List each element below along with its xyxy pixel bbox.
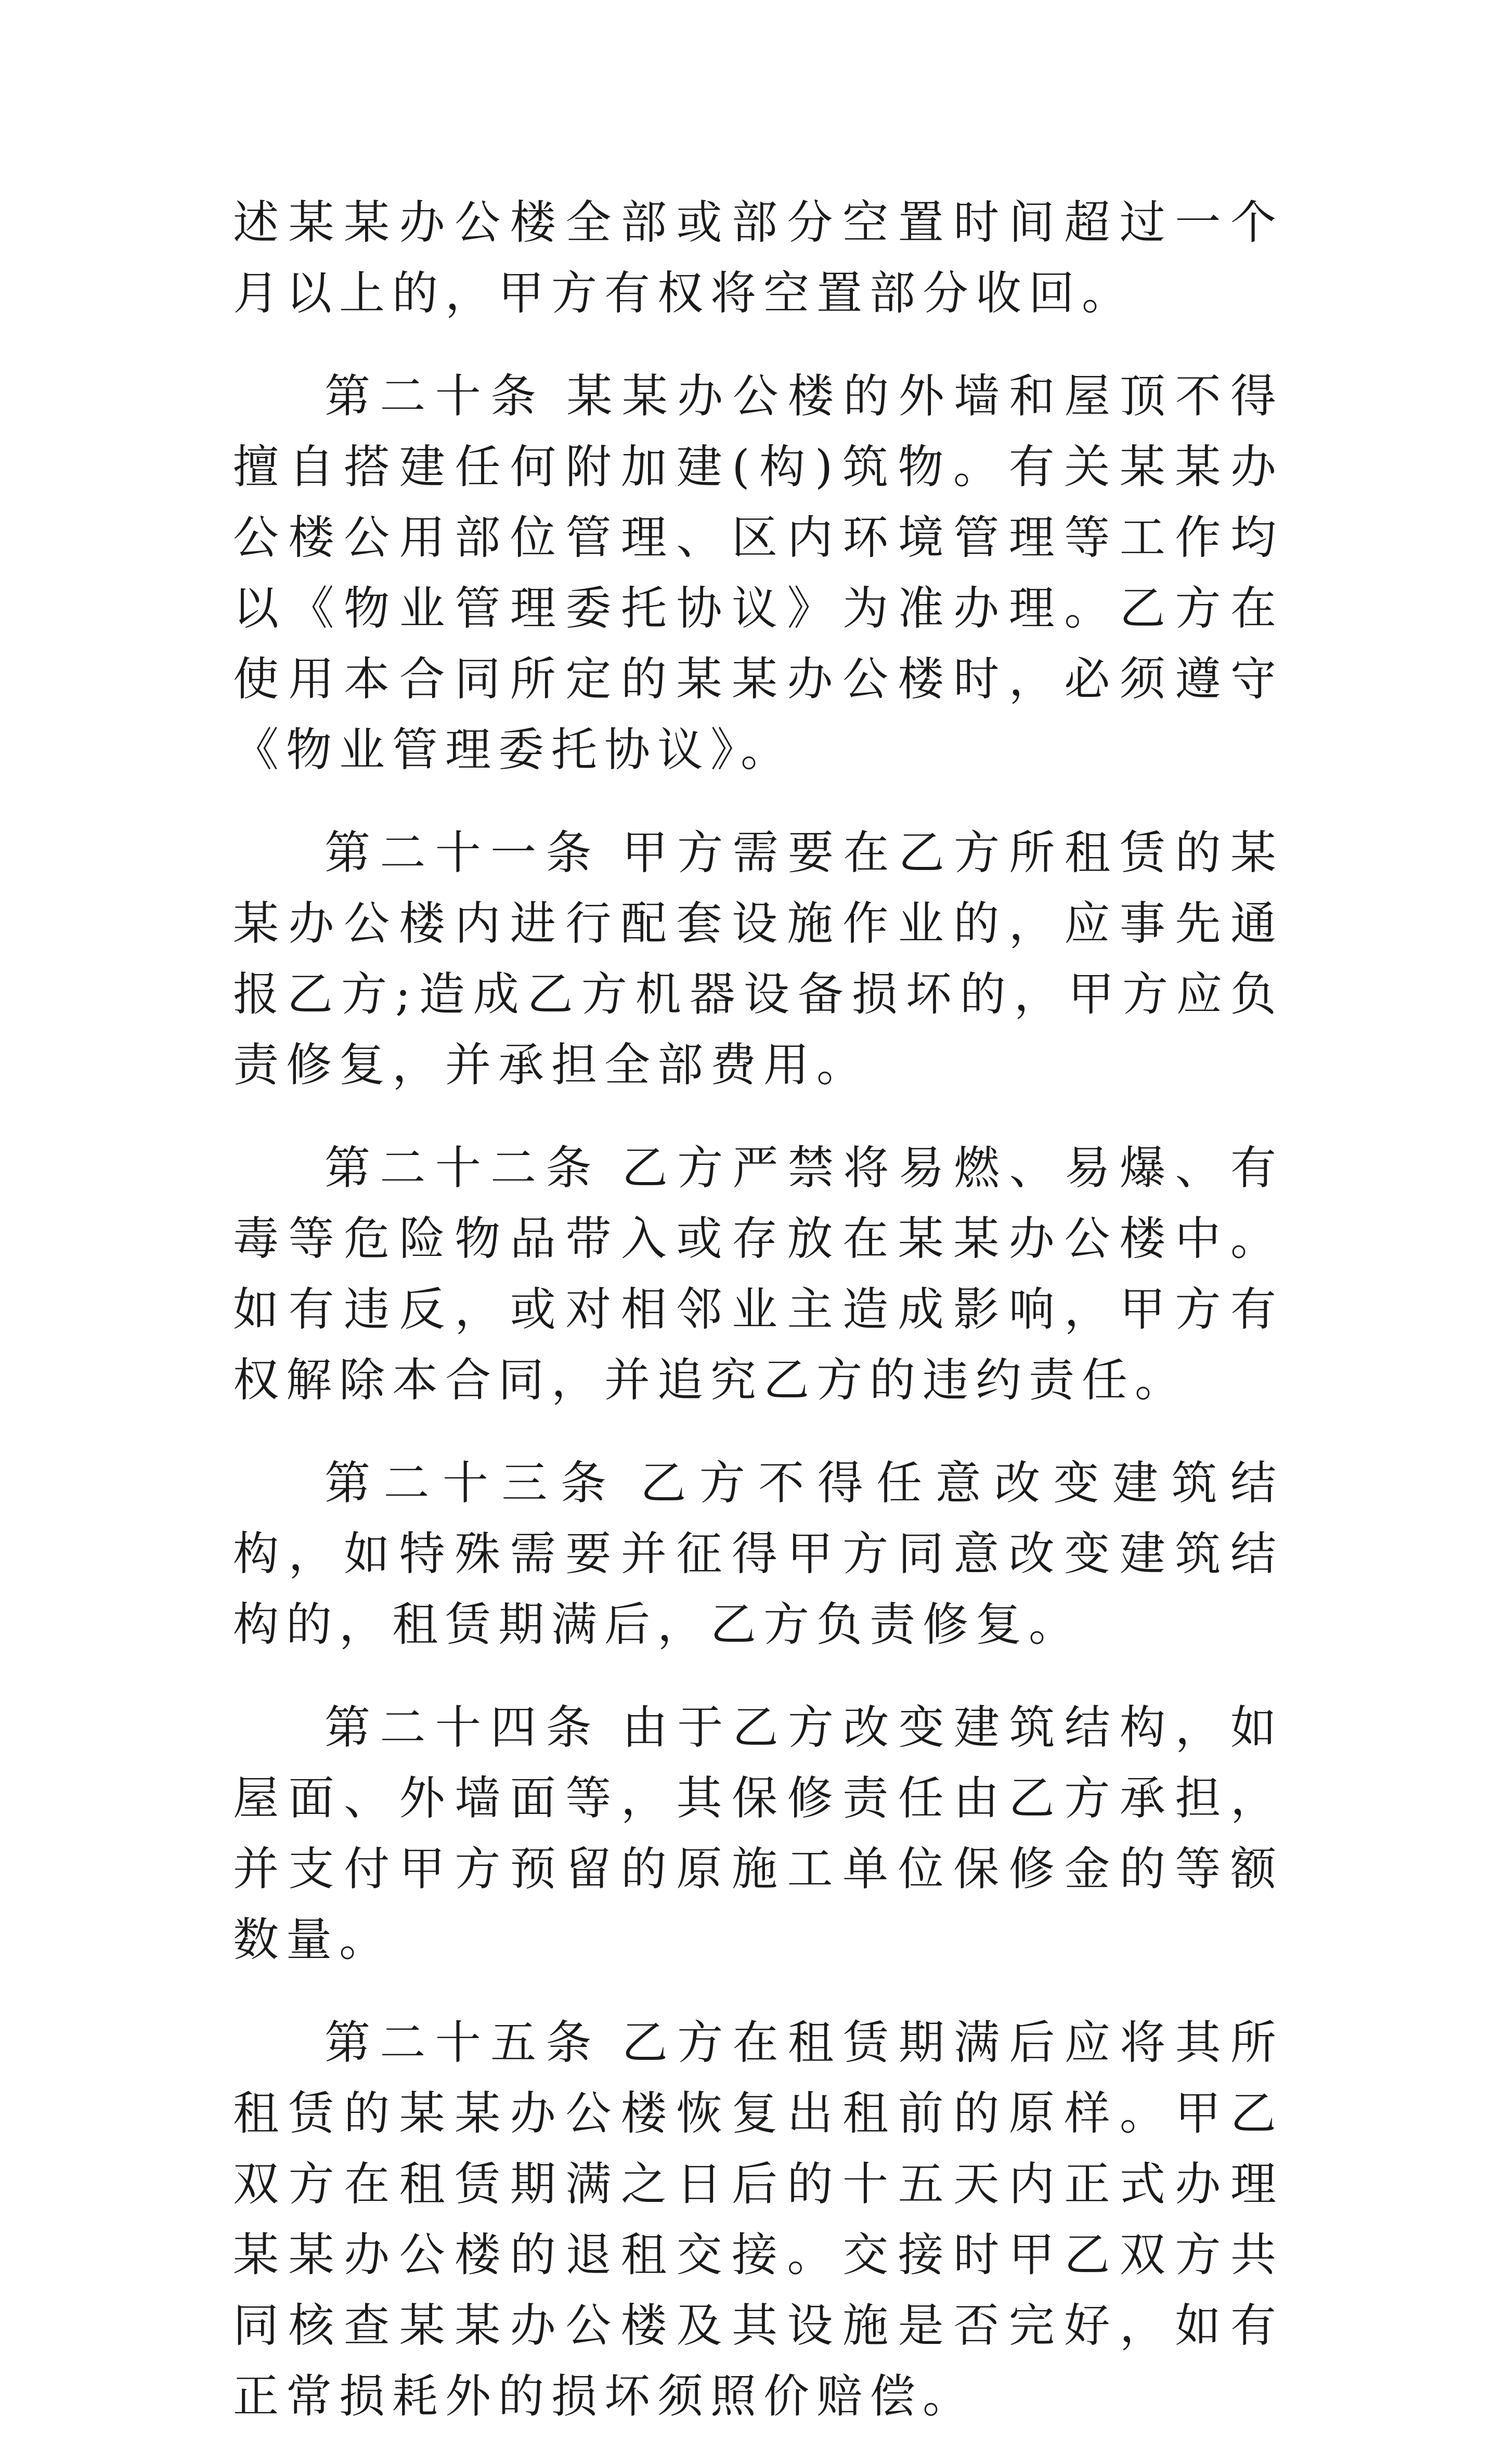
article-23 [233, 1448, 1283, 1660]
article-number: 第二十五条 [325, 2016, 601, 2069]
document-page [233, 187, 1283, 2464]
article-22 [233, 1133, 1283, 1416]
article-24 [233, 1692, 1283, 1975]
paragraph-text: 述某某办公楼全部或部分空置时间超过一个月以上的，甲方有权将空置部分收回。 [233, 196, 1283, 320]
article-text: 甲方需要在乙方所租赁的某某办公楼内进行配套设施作业的，应事先通报乙方;造成乙方机器设备损坏的，甲方应负责修复，并承担全部费用。 [233, 826, 1283, 1092]
paragraph-continuation [233, 187, 1283, 329]
article-number: 第二十三条 [325, 1456, 620, 1510]
article-text: 乙方在租赁期满后应将其所租赁的某某办公楼恢复出租前的原样。甲乙双方在租赁期满之日后的十五天内正式办理某某办公楼的退租交接。交接时甲乙双方共同核查某某办公楼及其设施是否完好，如有正常损耗外的损坏须照价赔偿。 [233, 2016, 1283, 2423]
article-text: 乙方严禁将易燃、易爆、有毒等危险物品带入或存放在某某办公楼中。如有违反，或对相邻业主造成影响，甲方有权解除本合同，并追究乙方的违约责任。 [233, 1141, 1283, 1407]
article-number: 第二十四条 [325, 1701, 601, 1754]
article-text: 某某办公楼的外墙和屋顶不得擅自搭建任何附加建(构)筑物。有关某某办公楼公用部位管理、区内环境管理等工作均以《物业管理委托协议》为准办理。乙方在使用本合同所定的某某办公楼时，必须遵守《物业管理委托协议》。 [233, 369, 1283, 776]
article-25 [233, 2007, 1283, 2432]
article-number: 第二十条 [325, 369, 546, 423]
article-21 [233, 818, 1283, 1100]
article-text: 由于乙方改变建筑结构，如屋面、外墙面等，其保修责任由乙方承担，并支付甲方预留的原施工单位保修金的等额数量。 [233, 1701, 1283, 1966]
article-text: 乙方不得任意改变建筑结构，如特殊需要并征得甲方同意改变建筑结构的，租赁期满后，乙方负责修复。 [233, 1456, 1283, 1651]
article-20 [233, 361, 1283, 785]
article-number: 第二十一条 [325, 826, 601, 879]
article-number: 第二十二条 [325, 1141, 601, 1195]
